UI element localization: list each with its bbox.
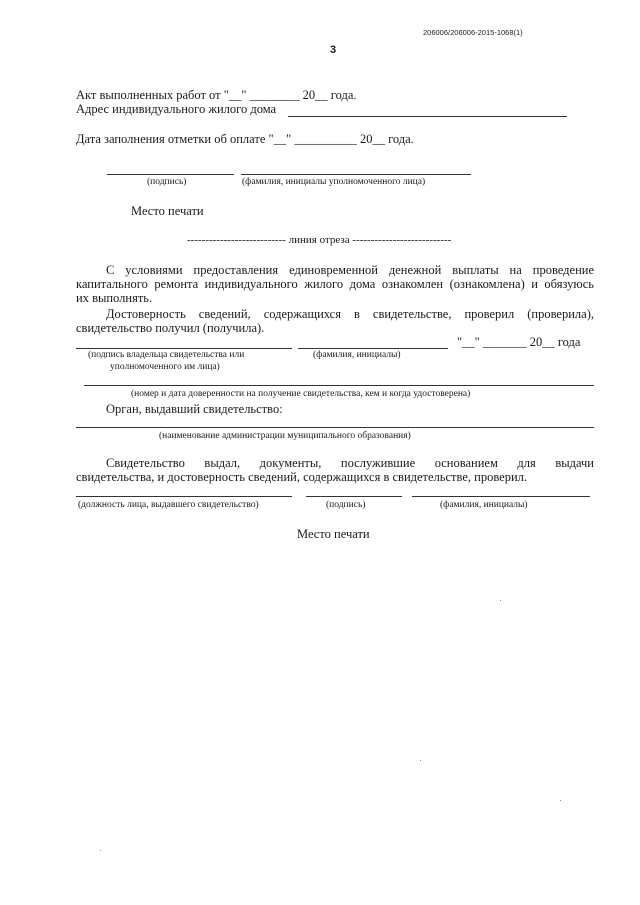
issued-line1: Свидетельство выдал, документы, послужившие основанием для выдачи	[106, 456, 594, 470]
proxy-line	[84, 385, 594, 386]
scan-speck	[100, 850, 101, 851]
issuer-name-line	[412, 496, 590, 497]
stamp-place-1: Место печати	[131, 204, 204, 218]
holder-name-caption: (фамилия, инициалы)	[313, 350, 401, 360]
issuer-signature-caption: (подпись)	[326, 500, 366, 510]
authorized-name-line	[241, 174, 471, 175]
position-caption: (должность лица, выдавшего свидетельство)	[78, 500, 259, 510]
address-underline	[288, 116, 567, 117]
consent-para1-line1: С условиями предоставления единовременной денежной выплаты на проведение	[106, 263, 594, 277]
issuer-name-caption: (фамилия, инициалы)	[440, 500, 528, 510]
issuer-label: Орган, выдавший свидетельство:	[106, 402, 283, 416]
consent-para2-line1: Достоверность сведений, содержащихся в свидетельстве, проверил (проверила),	[106, 307, 594, 321]
address-label: Адрес индивидуального жилого дома	[76, 102, 277, 116]
scan-speck	[560, 800, 561, 801]
scan-speck	[500, 600, 501, 601]
authorized-name-caption: (фамилия, инициалы уполномоченного лица)	[242, 177, 426, 187]
holder-caption-1: (подпись владельца свидетельства или	[88, 350, 245, 360]
consent-para1-line3: их выполнять.	[76, 291, 153, 305]
position-line	[76, 496, 292, 497]
consent-para1-line2: капитального ремонта индивидуального жилого дома ознакомлен (ознакомлена) и обязуюсь	[76, 277, 594, 291]
signature-line-1	[107, 174, 234, 175]
signature-caption-1: (подпись)	[147, 177, 187, 187]
receipt-date-line: "__" _______ 20__ года	[457, 335, 581, 349]
act-line: Акт выполненных работ от "__" ________ 20__ года.	[76, 88, 357, 102]
issuer-caption: (наименование администрации муниципального образования)	[159, 431, 411, 441]
proxy-caption: (номер и дата доверенности на получение свидетельства, кем и когда удостоверена)	[131, 389, 471, 399]
scan-speck	[420, 760, 421, 761]
holder-signature-line	[76, 348, 292, 349]
holder-name-line	[298, 348, 448, 349]
holder-caption-2: уполномоченного им лица)	[110, 362, 220, 372]
page-number: 3	[330, 44, 337, 56]
payment-date-line: Дата заполнения отметки об оплате "__" __________ 20__ года.	[76, 132, 414, 146]
cut-line: --------------------------- линия отреза ---------------------------	[187, 234, 452, 246]
issuer-line	[76, 427, 594, 428]
issued-line2: свидетельства, и достоверность сведений, содержащихся в свидетельстве, проверил.	[76, 470, 528, 484]
issuer-signature-line	[306, 496, 402, 497]
consent-para2-line2: свидетельство получил (получила).	[76, 321, 265, 335]
stamp-place-2: Место печати	[297, 527, 370, 541]
document-id: 206006/206006-2015-1068(1)	[423, 28, 523, 37]
